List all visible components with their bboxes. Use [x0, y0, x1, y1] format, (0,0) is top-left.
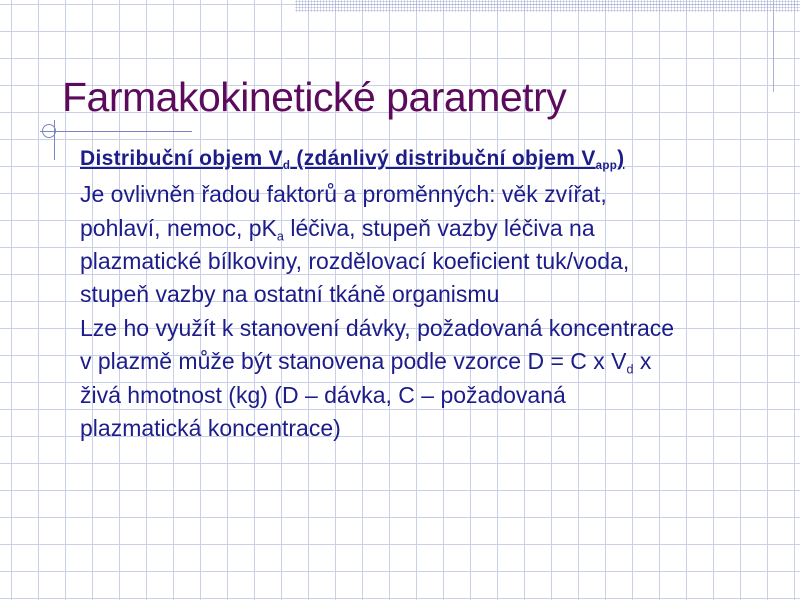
paragraph-line: plazmatická koncentrace) — [80, 414, 341, 441]
paragraph-line: Lze ho využít k stanovení dávky, požadovaná koncentrace — [80, 314, 675, 341]
line-text: v plazmě může být stanovena podle vzorce D = C x V — [80, 348, 627, 375]
paragraph-line — [80, 212, 780, 245]
slide-title: Farmakokinetické parametry — [62, 74, 567, 120]
body-paragraph-dosage — [80, 312, 780, 445]
decorative-hatch-band — [295, 0, 800, 12]
subheading-subscript-2: app — [595, 160, 618, 173]
paragraph-line: plazmatické bílkoviny, rozdělovací koeficient tuk/voda, — [80, 248, 630, 275]
paragraph-line: stupeň vazby na ostatní tkáně organismu — [80, 281, 500, 308]
decorative-vertical-rule — [773, 0, 774, 92]
paragraph-line: živá hmotnost (kg) (D – dávka, C – požadovaná — [80, 381, 566, 408]
line-subscript: d — [626, 362, 634, 377]
paragraph-line: Je ovlivněn řadou faktorů a proměnných: věk zvířat, — [80, 181, 607, 208]
slide-subheading — [80, 144, 780, 174]
line-text: léčiva, stupeň vazby léčiva na — [283, 214, 595, 241]
subheading-text-1: Distribuční objem V — [80, 147, 283, 170]
line-text: x — [633, 348, 652, 375]
line-text: pohlaví, nemoc, pK — [80, 214, 277, 241]
line-subscript: a — [276, 229, 284, 244]
paragraph-line — [80, 345, 780, 378]
body-paragraph-factors — [80, 178, 780, 311]
subheading-text-3: ) — [617, 147, 625, 170]
subheading-subscript-1: d — [282, 160, 291, 173]
title-underline-rule — [40, 131, 192, 132]
circle-ornament-icon — [42, 124, 56, 138]
subheading-text-2: (zdánlivý distribuční objem V — [290, 147, 596, 170]
slide-body — [80, 144, 780, 445]
